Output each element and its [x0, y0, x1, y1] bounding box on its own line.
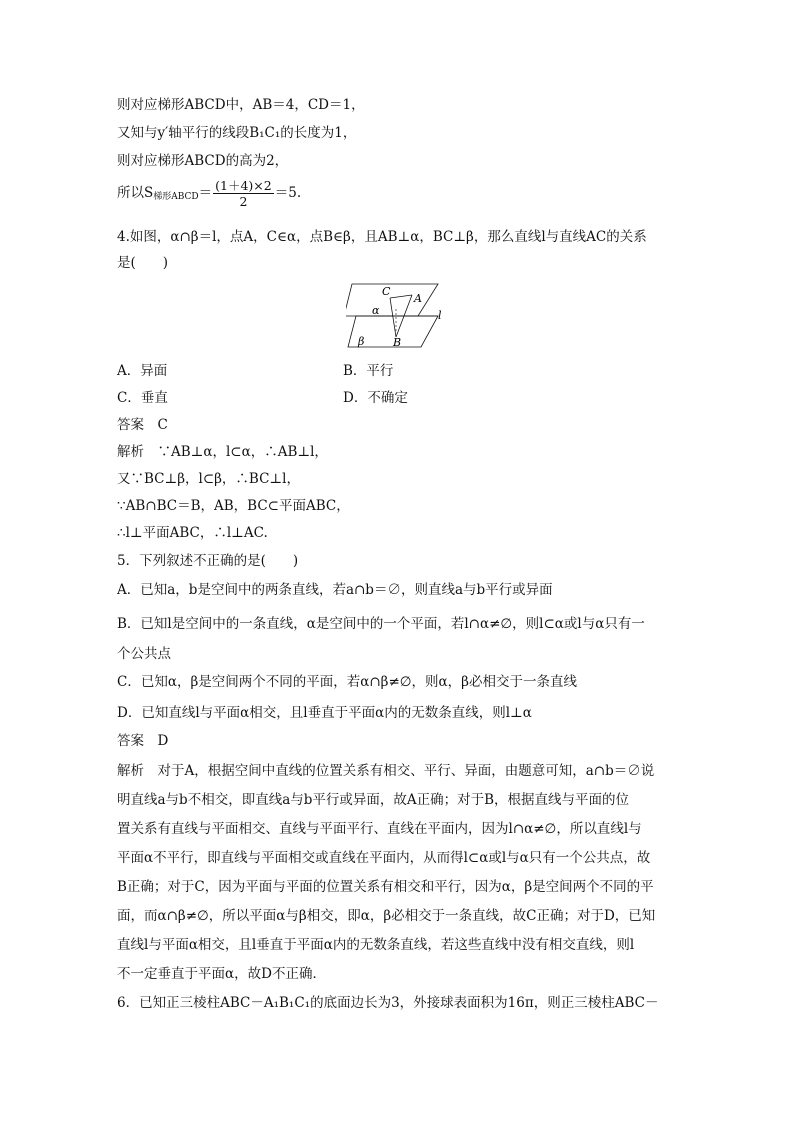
formula-prefix: 所以S — [117, 185, 154, 201]
segment-cb — [390, 298, 396, 337]
q5-solution-line-5: B正确；对于C，因为平面与平面的位置关系有相交和平行，因为α，β是空间两个不同的平 — [117, 879, 654, 895]
formula-equals: ＝ — [198, 185, 213, 201]
q5-stem: 5．下列叙述不正确的是( ) — [117, 553, 299, 569]
q5-solution-line-8: 不一定垂直于平面α，故D不正确． — [117, 966, 326, 982]
q5-option-b-line-1: B．已知l是空间中的一条直线，α是空间中的一个平面，若l∩α≠∅，则l⊂α或l与α只有一 — [117, 616, 645, 632]
q5-option-b-line-2: 个公共点 — [117, 646, 171, 662]
label-a: A — [414, 292, 422, 305]
q5-option-d: D．已知直线l与平面α相交，且l垂直于平面α内的无数条直线，则l⊥α — [117, 705, 532, 721]
q4-option-a: A．异面 — [117, 363, 168, 379]
q4-option-d: D．不确定 — [343, 390, 408, 406]
formula-subscript: 梯形ABCD — [153, 192, 199, 202]
label-alpha: α — [372, 304, 380, 317]
solution-line-2: 又知与y′轴平行的线段B₁C₁的长度为1， — [117, 125, 357, 141]
label-beta: β — [358, 335, 365, 348]
solution-line-3: 则对应梯形ABCD的高为2， — [117, 153, 289, 169]
q4-solution-line-3: ∵AB∩BC＝B，AB，BC⊂平面ABC， — [117, 498, 350, 514]
label-b: B — [393, 336, 402, 349]
q4-answer: 答案 C — [117, 417, 168, 433]
q4-option-b: B．平行 — [343, 363, 394, 379]
solution-line-1: 则对应梯形ABCD中，AB＝4，CD＝1， — [117, 97, 365, 113]
q4-option-c: C．垂直 — [117, 390, 168, 406]
q4-stem-line-2: 是( ) — [117, 255, 169, 271]
q4-solution-line-4: ∴l⊥平面ABC，∴l⊥AC. — [117, 525, 268, 541]
q4-solution-line-1: 解析 ∵AB⊥α，l⊂α，∴AB⊥l， — [117, 444, 328, 460]
q4-solution-line-2: 又∵BC⊥β，l⊂β，∴BC⊥l， — [117, 471, 300, 487]
q5-answer: 答案 D — [117, 733, 169, 749]
label-c: C — [382, 285, 391, 298]
q5-option-c: C．已知α，β是空间两个不同的平面，若α∩β≠∅，则α，β必相交于一条直线 — [117, 674, 577, 690]
area-formula-line — [117, 178, 301, 209]
q5-solution-line-1: 解析 对于A，根据空间中直线的位置关系有相交、平行、异面，由题意可知，a∩b＝∅说 — [117, 763, 655, 779]
formula-result: ＝5. — [274, 185, 302, 201]
q5-solution-line-7: 直线l与平面α相交，且l垂直于平面α内的无数条直线，若这些直线中没有相交直线，则l — [117, 937, 635, 953]
label-l: l — [438, 309, 442, 322]
segment-ca — [390, 295, 412, 298]
planes-figure — [346, 281, 446, 351]
q5-option-a: A．已知a，b是空间中的两条直线，若a∩b＝∅，则直线a与b平行或异面 — [117, 582, 553, 598]
q5-solution-line-6: 面，而α∩β≠∅，所以平面α与β相交，即α，β必相交于一条直线，故C正确；对于D，已知 — [117, 908, 656, 924]
fraction-numerator: (1＋4)×2 — [215, 178, 272, 193]
q6-stem-line-1: 6．已知正三棱柱ABC－A₁B₁C₁的底面边长为3，外接球表面积为16π，则正三棱柱ABC－ — [117, 995, 659, 1011]
q4-stem-line-1: 4.如图，α∩β＝l，点A，C∈α，点B∈β，且AB⊥α，BC⊥β，那么直线l与直线AC的关系 — [117, 229, 647, 245]
q5-solution-line-3: 置关系有直线与平面相交、直线与平面平行、直线在平面内，因为l∩α≠∅，所以直线l与 — [117, 821, 642, 837]
q5-solution-line-2: 明直线a与b不相交，即直线a与b平行或异面，故A正确；对于B，根据直线与平面的位 — [117, 792, 630, 808]
fraction-denominator: 2 — [239, 194, 248, 209]
area-fraction — [213, 178, 274, 209]
q5-solution-line-4: 平面α不平行，即直线与平面相交或直线在平面内，从而得l⊂α或l与α只有一个公共点，故 — [117, 850, 651, 866]
